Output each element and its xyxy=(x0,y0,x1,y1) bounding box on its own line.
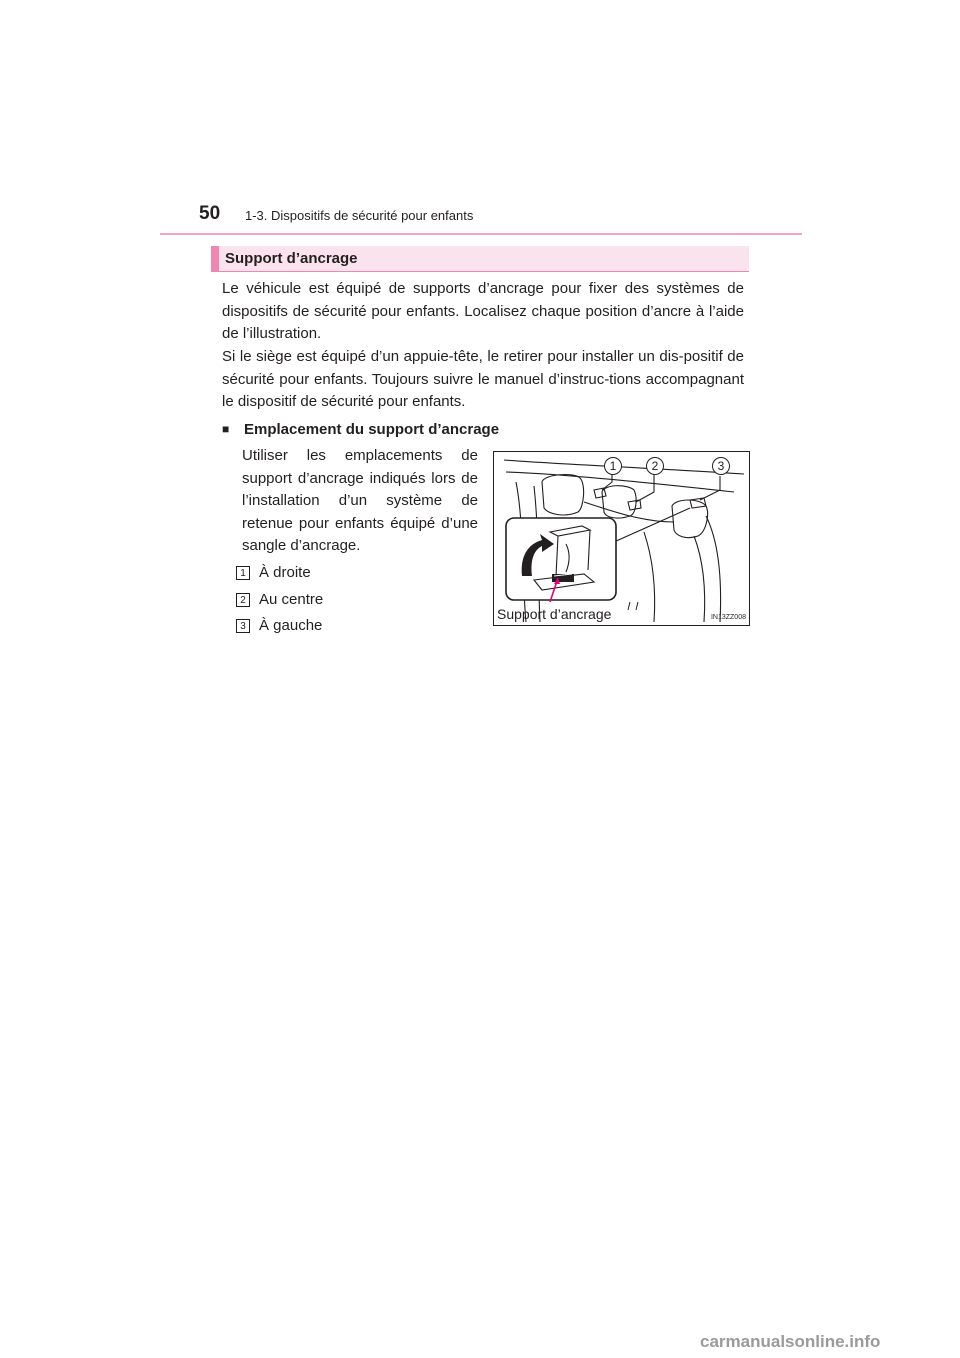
callout-2: 2 xyxy=(646,457,664,475)
subsection-title: Emplacement du support d’ancrage xyxy=(244,421,500,438)
chapter-title: 1-3. Dispositifs de sécurité pour enfants xyxy=(245,208,474,223)
headrest-paragraph: Si le siège est équipé d’un appuie-tête, le retirer pour installer un dis-positif de sécurité pour enfants. Toujours suivre le manuel d’instruc-tions accompagnant le dispositif de sécurité pour enfants. xyxy=(222,348,744,411)
list-item xyxy=(236,587,323,614)
list-item xyxy=(236,560,323,587)
anchor-illustration xyxy=(493,451,750,626)
number-badge: 2 xyxy=(236,593,250,607)
list-item-label: À gauche xyxy=(259,617,323,635)
number-badge: 1 xyxy=(236,566,250,580)
intro-paragraph: Le véhicule est équipé de supports d’ancrage pour fixer des systèmes de dispositifs de sécurité pour enfants. Localisez chaque position d’ancre à l’aide de l’illustration. xyxy=(222,280,744,343)
section-title: Support d’ancrage xyxy=(225,250,358,267)
rear-seat-drawing xyxy=(494,452,750,626)
page-number: 50 xyxy=(199,203,221,224)
figure-code: IN13ZZ008 xyxy=(710,614,746,621)
number-badge: 3 xyxy=(236,619,250,633)
figure-label: Support d’ancrage xyxy=(497,606,612,622)
anchor-position-list xyxy=(236,560,323,640)
header-rule xyxy=(160,233,802,235)
square-bullet-icon: ■ xyxy=(222,422,230,436)
watermark: carmanualsonline.info xyxy=(700,1332,881,1351)
subsection-heading xyxy=(222,418,499,441)
list-item-label: Au centre xyxy=(259,590,324,608)
callout-1: 1 xyxy=(604,457,622,475)
subsection-body: Utiliser les emplacements de support d’ancrage indiqués lors de l’installation d’un système de retenue pour enfants équipé d’une sangle d’ancrage. xyxy=(242,447,478,555)
list-item-label: À droite xyxy=(259,564,311,582)
section-header xyxy=(211,246,749,271)
callout-3: 3 xyxy=(712,457,730,475)
list-item xyxy=(236,613,323,640)
section-underline xyxy=(211,271,749,272)
